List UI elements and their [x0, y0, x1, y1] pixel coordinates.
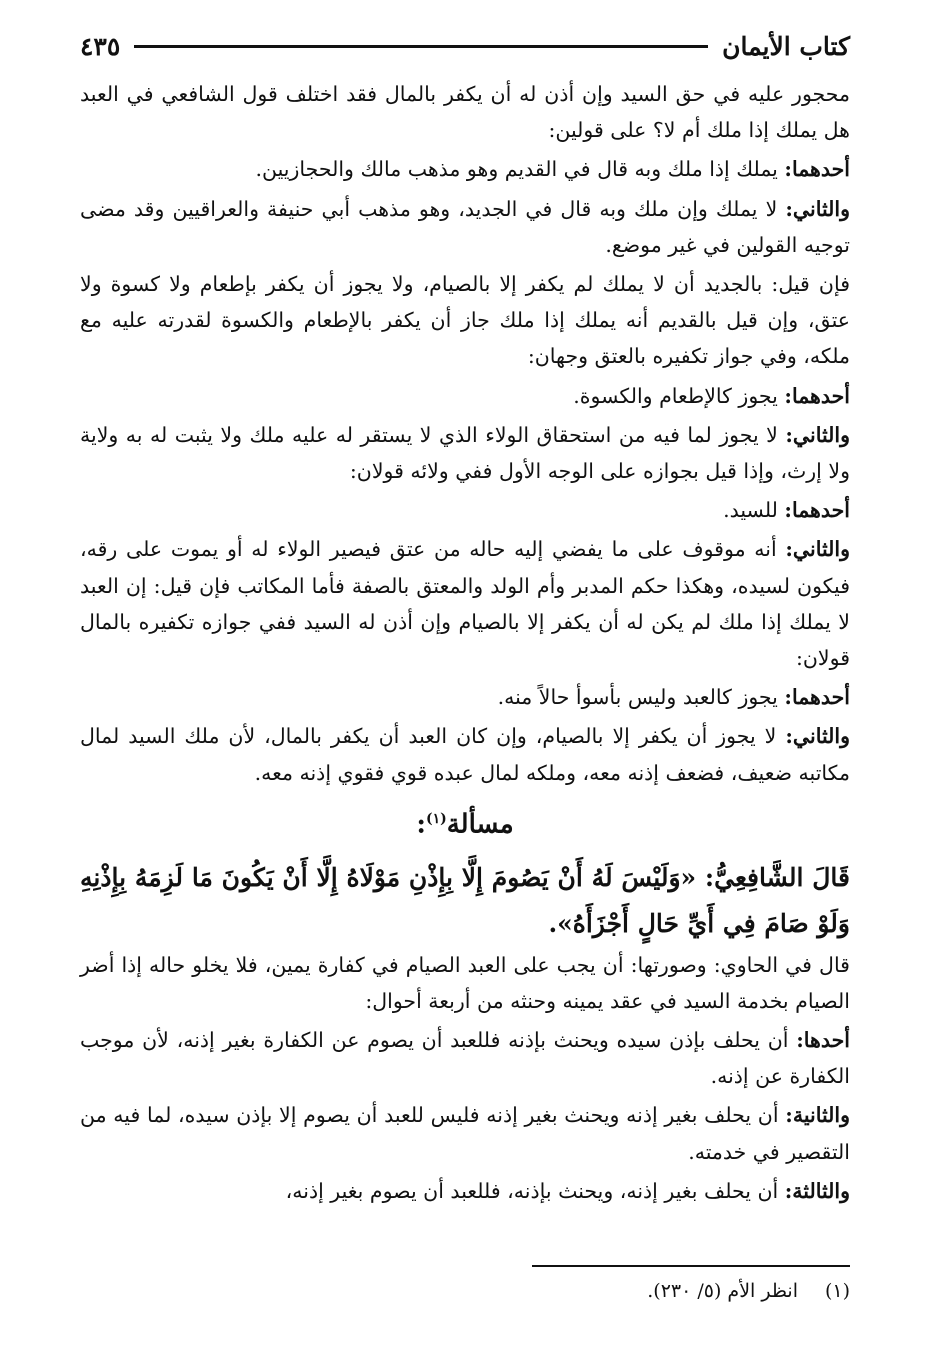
paragraph: أحدهما: للسيد. — [723, 498, 850, 523]
header-rule — [134, 45, 708, 48]
paragraph: والثاني: لا يجوز أن يكفر إلا بالصيام، وإن كان العبد أن يكفر بالمال، لأن ملك السيد لمال مكاتبه ضعيف، فضعف إذنه معه، وملكه لمال عبده قوي فقوي إذنه معه. — [80, 724, 850, 785]
paragraph-lead: والثاني: — [785, 724, 850, 749]
paragraph-lead: أحدها: — [796, 1027, 850, 1052]
footnote-number: (١) — [824, 1280, 850, 1302]
footnote-ref: (١) — [425, 810, 447, 827]
page-header — [80, 26, 850, 66]
paragraph: قال في الحاوي: وصورتها: أن يجب على العبد الصيام في كفارة يمين، فلا يخلو حاله إذا أضر الصيام بخدمة السيد في عقد يمينه وحنثه من أربعة أحوال: — [80, 952, 850, 1013]
paragraph: والثالثة: أن يحلف بغير إذنه، ويحنث بإذنه، فللعبد أن يصوم بغير إذنه، — [285, 1178, 850, 1203]
paragraph: أحدهما: يجوز كالإطعام والكسوة. — [573, 383, 850, 408]
paragraph: أحدهما: يجوز كالعبد وليس بأسوأ حالاً منه. — [497, 685, 850, 710]
paragraph-lead: أحدهما: — [784, 157, 850, 182]
main-text — [80, 76, 850, 1209]
paragraph: والثانية: أن يحلف بغير إذنه ويحنث بغير إذنه فليس للعبد أن يصوم إلا بإذن سيده، لما فيه من التقصير في خدمته. — [80, 1103, 850, 1164]
section-heading: مسألة$^{(١)}$: — [416, 809, 514, 840]
section-heading-text: مسألة — [446, 809, 514, 840]
paragraph-lead: أحدهما: — [784, 685, 850, 710]
footnote-divider — [532, 1265, 850, 1267]
paragraph-lead: والثالثة: — [784, 1178, 850, 1203]
paragraph-lead: والثاني: — [785, 196, 850, 221]
paragraph: والثاني: لا يملك وإن ملك وبه قال في الجديد، وهو مذهب أبي حنيفة والعراقيين وقد مضى توجيه القولين في غير موضع. — [80, 196, 850, 257]
paragraph: والثاني: لا يجوز لما فيه من استحقاق الولاء الذي لا يستقر له عليه ملك ولا يثبت له به ولاية ولا إرث، وإذا قيل بجوازه على الوجه الأول ففي ولائه قولان: — [80, 422, 850, 484]
paragraph-lead: والثانية: — [785, 1103, 850, 1128]
paragraph-lead: والثاني: — [785, 422, 850, 447]
paragraph: فإن قيل: بالجديد أن لا يملك لم يكفر إلا بالصيام، ولا يجوز أن يكفر بإطعام ولا كسوة ولا عتق، وإن قيل بالقديم أنه يملك إذا ملك جاز أن يكفر بالإطعام والكسوة لقدرته عليه مع ملكه، وفي جواز تكفيره بالعتق وجهان: — [80, 272, 850, 369]
running-title: كتاب الأيمان — [722, 31, 850, 61]
footnote — [80, 1276, 850, 1306]
paragraph: محجور عليه في حق السيد وإن أذن له أن يكفر بالمال فقد اختلف قول الشافعي في العبد هل يملك إذا ملك أم لا؟ على قولين: — [80, 82, 850, 143]
paragraph: أحدها: أن يحلف بإذن سيده ويحنث بإذنه فللعبد أن يصوم عن الكفارة بغير إذنه، لأن موجب الكفارة عن إذنه. — [80, 1027, 850, 1089]
footnote-text: انظر الأم (٥/ ٢٣٠). — [647, 1280, 798, 1302]
paragraph-lead: والثاني: — [785, 537, 850, 562]
paragraph: والثاني: أنه موقوف على ما يفضي إليه حاله من عتق فيصير الولاء له أو يموت على رقه، فيكون لسيده، وهكذا حكم المدبر وأم الولد والمعتق بالصفة فأما المكاتب فإن قيل: إن العبد لا يملك إذا ملك لم يكن له أن يكفر إلا بالصيام وإن أذن له السيد ففي جوازه تكفيره بالمال قولان: — [80, 537, 850, 671]
paragraph-lead: أحدهما: — [784, 498, 850, 523]
paragraph: أحدهما: يملك إذا ملك وبه قال في القديم وهو مذهب مالك والحجازيين. — [255, 157, 850, 182]
page-number: ٤٣٥ — [80, 31, 121, 61]
paragraph-lead: أحدهما: — [784, 383, 850, 408]
shafii-quote: قَالَ الشَّافِعِيُّ: «وَلَيْسَ لَهُ أَنْ يَصُومَ إِلَّا بِإِذْنِ مَوْلَاهُ إِلَّا أَنْ يَكُونَ مَا لَزِمَهُ بِإِذْنِهِ وَلَوْ صَامَ فِي أَيِّ حَالٍ أَجْزَأَهُ». — [80, 862, 850, 938]
